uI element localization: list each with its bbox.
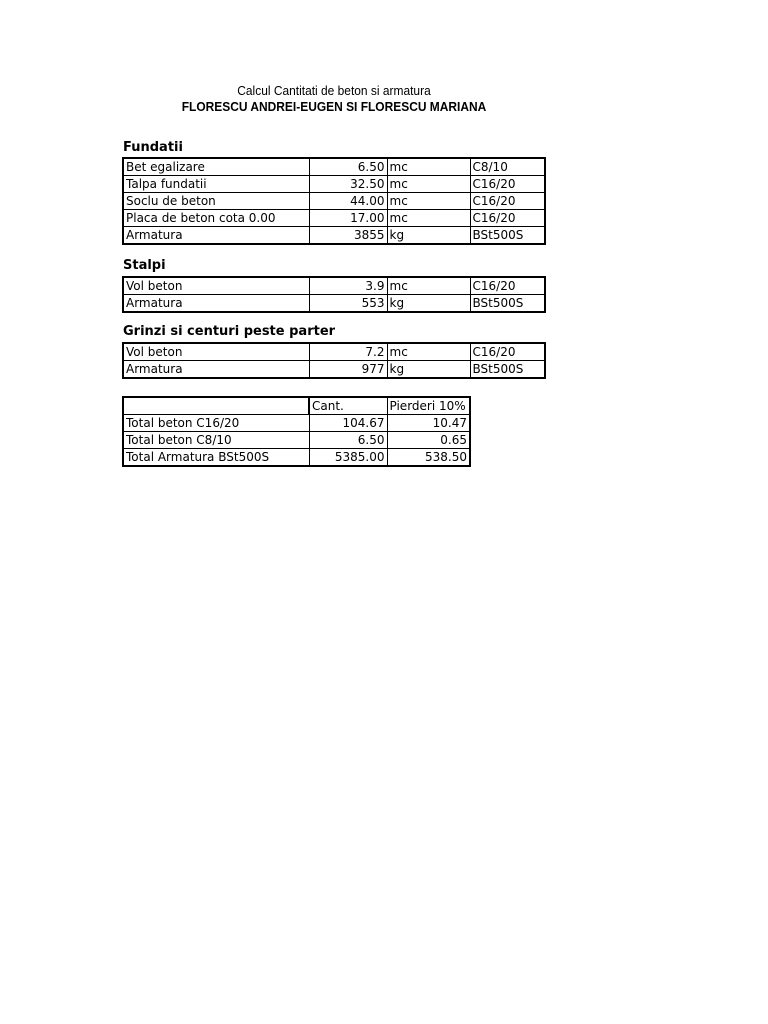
cell-class: BSt500S xyxy=(470,227,545,245)
cell-total-loss: 10.47 xyxy=(387,415,470,432)
cell-item: Bet egalizare xyxy=(123,158,309,176)
cell-quantity: 32.50 xyxy=(309,176,387,193)
cell-class: C16/20 xyxy=(470,193,545,210)
cell-total-label: Total beton C16/20 xyxy=(123,415,309,432)
cell-class: C16/20 xyxy=(470,176,545,193)
table-row xyxy=(123,210,545,227)
cell-class: C16/20 xyxy=(470,210,545,227)
cell-class: BSt500S xyxy=(470,295,545,313)
header-cant: Cant. xyxy=(309,397,387,415)
cell-unit: mc xyxy=(387,193,470,210)
cell-total-label: Total beton C8/10 xyxy=(123,432,309,449)
cell-unit: mc xyxy=(387,210,470,227)
table-header-row xyxy=(123,397,470,415)
cell-quantity: 17.00 xyxy=(309,210,387,227)
cell-blank xyxy=(123,397,309,415)
table-row xyxy=(123,415,470,432)
table-row xyxy=(123,449,470,467)
cell-total-loss: 0.65 xyxy=(387,432,470,449)
cell-unit: kg xyxy=(387,227,470,245)
table-row xyxy=(123,176,545,193)
cell-unit: mc xyxy=(387,158,470,176)
cell-quantity: 44.00 xyxy=(309,193,387,210)
cell-total-cant: 6.50 xyxy=(309,432,387,449)
section-heading-stalpi: Stalpi xyxy=(123,258,166,273)
table-row xyxy=(123,227,545,245)
cell-item: Armatura xyxy=(123,361,309,379)
cell-item: Vol beton xyxy=(123,343,309,361)
cell-quantity: 7.2 xyxy=(309,343,387,361)
cell-quantity: 3.9 xyxy=(309,277,387,295)
table-row xyxy=(123,158,545,176)
table-row xyxy=(123,193,545,210)
cell-total-loss: 538.50 xyxy=(387,449,470,467)
cell-quantity: 553 xyxy=(309,295,387,313)
cell-unit: kg xyxy=(387,295,470,313)
document-title: Calcul Cantitati de beton si armatura xyxy=(237,83,431,98)
section-heading-grinzi: Grinzi si centuri peste parter xyxy=(123,324,336,339)
cell-unit: mc xyxy=(387,176,470,193)
table-row xyxy=(123,277,545,295)
table-row xyxy=(123,361,545,379)
cell-item: Vol beton xyxy=(123,277,309,295)
cell-quantity: 977 xyxy=(309,361,387,379)
table-grinzi xyxy=(122,342,546,379)
cell-class: BSt500S xyxy=(470,361,545,379)
cell-unit: mc xyxy=(387,343,470,361)
cell-quantity: 3855 xyxy=(309,227,387,245)
cell-class: C16/20 xyxy=(470,277,545,295)
header-pierderi: Pierderi 10% xyxy=(387,397,470,415)
cell-item: Placa de beton cota 0.00 xyxy=(123,210,309,227)
cell-item: Armatura xyxy=(123,227,309,245)
table-totals xyxy=(122,396,471,467)
table-row xyxy=(123,295,545,313)
cell-item: Talpa fundatii xyxy=(123,176,309,193)
table-row xyxy=(123,343,545,361)
table-fundatii xyxy=(122,157,546,245)
cell-total-cant: 5385.00 xyxy=(309,449,387,467)
cell-item: Soclu de beton xyxy=(123,193,309,210)
table-row xyxy=(123,432,470,449)
cell-unit: kg xyxy=(387,361,470,379)
cell-class: C16/20 xyxy=(470,343,545,361)
section-heading-fundatii: Fundatii xyxy=(123,140,183,155)
cell-quantity: 6.50 xyxy=(309,158,387,176)
cell-class: C8/10 xyxy=(470,158,545,176)
table-stalpi xyxy=(122,276,546,313)
cell-item: Armatura xyxy=(123,295,309,313)
cell-unit: mc xyxy=(387,277,470,295)
cell-total-label: Total Armatura BSt500S xyxy=(123,449,309,467)
document-subtitle: FLORESCU ANDREI-EUGEN SI FLORESCU MARIANA xyxy=(181,99,487,114)
cell-total-cant: 104.67 xyxy=(309,415,387,432)
